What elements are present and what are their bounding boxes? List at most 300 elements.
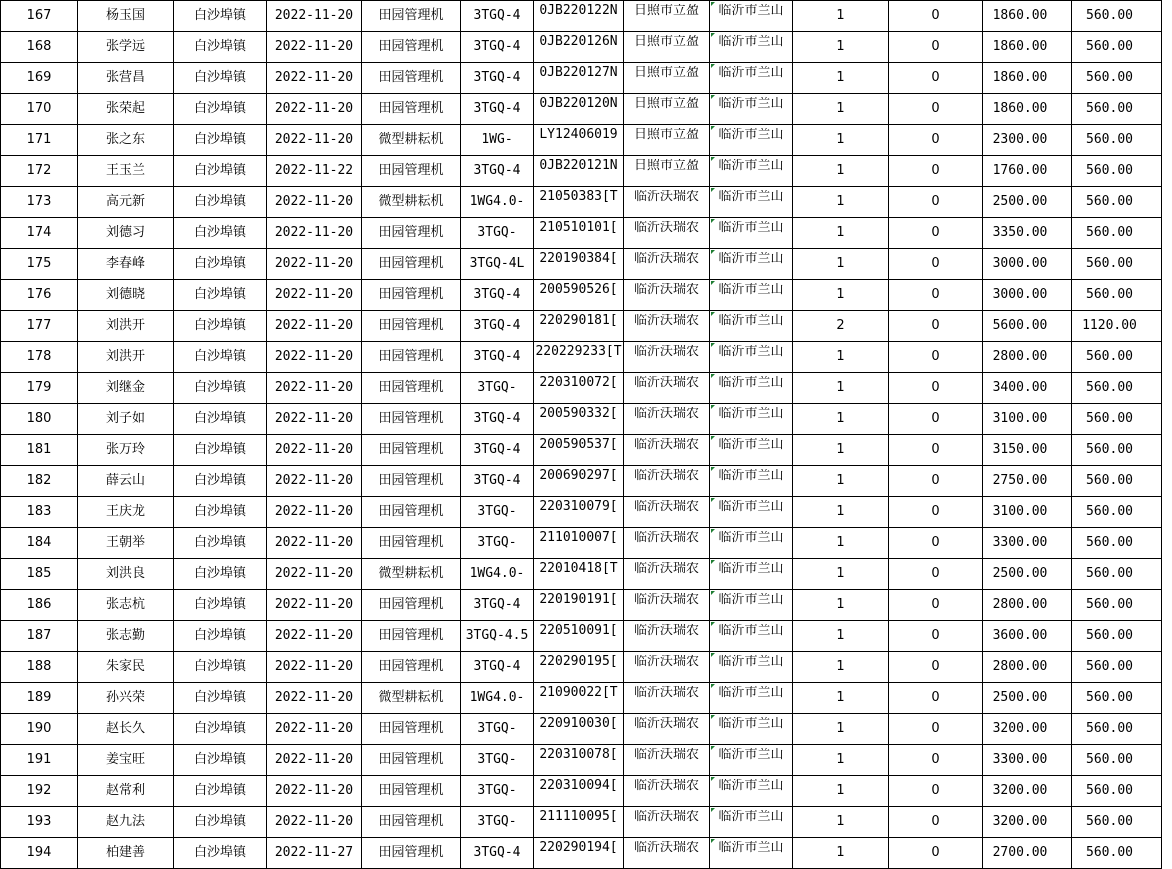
- date-cell[interactable]: 2022-11-20: [267, 590, 362, 621]
- date-cell[interactable]: 2022-11-20: [267, 249, 362, 280]
- subsidy-cell[interactable]: 560.00: [1072, 838, 1162, 869]
- count-cell[interactable]: 0: [889, 745, 983, 776]
- manufacturer-cell[interactable]: 临沂沃瑞农: [624, 218, 710, 249]
- row-number-cell[interactable]: 174: [1, 218, 78, 249]
- machine-type-cell[interactable]: 田园管理机: [362, 218, 461, 249]
- name-cell[interactable]: 李春峰: [78, 249, 174, 280]
- price-cell[interactable]: 1860.00: [983, 32, 1072, 63]
- model-cell[interactable]: 3TGQ-: [461, 373, 534, 404]
- date-cell[interactable]: 2022-11-20: [267, 683, 362, 714]
- count-cell[interactable]: 0: [889, 807, 983, 838]
- model-cell[interactable]: 3TGQ-: [461, 745, 534, 776]
- serial-cell[interactable]: 220190384[: [534, 249, 624, 280]
- row-number-cell[interactable]: 194: [1, 838, 78, 869]
- quantity-cell[interactable]: 1: [793, 63, 889, 94]
- dealer-cell[interactable]: 临沂市兰山: [710, 590, 793, 621]
- serial-cell[interactable]: 0JB220122N: [534, 1, 624, 32]
- dealer-cell[interactable]: 临沂市兰山: [710, 652, 793, 683]
- name-cell[interactable]: 张荣起: [78, 94, 174, 125]
- model-cell[interactable]: 3TGQ-: [461, 497, 534, 528]
- machine-type-cell[interactable]: 田园管理机: [362, 714, 461, 745]
- name-cell[interactable]: 高元新: [78, 187, 174, 218]
- name-cell[interactable]: 朱家民: [78, 652, 174, 683]
- price-cell[interactable]: 3200.00: [983, 776, 1072, 807]
- price-cell[interactable]: 3200.00: [983, 714, 1072, 745]
- price-cell[interactable]: 3300.00: [983, 745, 1072, 776]
- row-number-cell[interactable]: 189: [1, 683, 78, 714]
- subsidy-cell[interactable]: 560.00: [1072, 497, 1162, 528]
- town-cell[interactable]: 白沙埠镇: [174, 559, 267, 590]
- machine-type-cell[interactable]: 田园管理机: [362, 311, 461, 342]
- town-cell[interactable]: 白沙埠镇: [174, 342, 267, 373]
- manufacturer-cell[interactable]: 临沂沃瑞农: [624, 404, 710, 435]
- manufacturer-cell[interactable]: 日照市立盈: [624, 1, 710, 32]
- quantity-cell[interactable]: 1: [793, 94, 889, 125]
- row-number-cell[interactable]: 188: [1, 652, 78, 683]
- model-cell[interactable]: 3TGQ-4: [461, 280, 534, 311]
- manufacturer-cell[interactable]: 临沂沃瑞农: [624, 652, 710, 683]
- manufacturer-cell[interactable]: 临沂沃瑞农: [624, 559, 710, 590]
- manufacturer-cell[interactable]: 临沂沃瑞农: [624, 311, 710, 342]
- manufacturer-cell[interactable]: 临沂沃瑞农: [624, 342, 710, 373]
- serial-cell[interactable]: 21050383[T: [534, 187, 624, 218]
- price-cell[interactable]: 3150.00: [983, 435, 1072, 466]
- count-cell[interactable]: 0: [889, 683, 983, 714]
- model-cell[interactable]: 3TGQ-4: [461, 838, 534, 869]
- serial-cell[interactable]: 22010418[T: [534, 559, 624, 590]
- dealer-cell[interactable]: 临沂市兰山: [710, 497, 793, 528]
- town-cell[interactable]: 白沙埠镇: [174, 373, 267, 404]
- row-number-cell[interactable]: 177: [1, 311, 78, 342]
- dealer-cell[interactable]: 临沂市兰山: [710, 249, 793, 280]
- dealer-cell[interactable]: 临沂市兰山: [710, 528, 793, 559]
- date-cell[interactable]: 2022-11-20: [267, 559, 362, 590]
- model-cell[interactable]: 3TGQ-4: [461, 311, 534, 342]
- date-cell[interactable]: 2022-11-20: [267, 714, 362, 745]
- price-cell[interactable]: 2800.00: [983, 652, 1072, 683]
- date-cell[interactable]: 2022-11-20: [267, 652, 362, 683]
- dealer-cell[interactable]: 临沂市兰山: [710, 311, 793, 342]
- price-cell[interactable]: 1860.00: [983, 94, 1072, 125]
- name-cell[interactable]: 赵常利: [78, 776, 174, 807]
- name-cell[interactable]: 刘洪良: [78, 559, 174, 590]
- subsidy-cell[interactable]: 560.00: [1072, 528, 1162, 559]
- name-cell[interactable]: 张志杭: [78, 590, 174, 621]
- date-cell[interactable]: 2022-11-20: [267, 807, 362, 838]
- town-cell[interactable]: 白沙埠镇: [174, 94, 267, 125]
- manufacturer-cell[interactable]: 日照市立盈: [624, 125, 710, 156]
- machine-type-cell[interactable]: 田园管理机: [362, 807, 461, 838]
- manufacturer-cell[interactable]: 日照市立盈: [624, 94, 710, 125]
- dealer-cell[interactable]: 临沂市兰山: [710, 838, 793, 869]
- model-cell[interactable]: 3TGQ-4: [461, 94, 534, 125]
- dealer-cell[interactable]: 临沂市兰山: [710, 125, 793, 156]
- quantity-cell[interactable]: 1: [793, 621, 889, 652]
- count-cell[interactable]: 0: [889, 373, 983, 404]
- manufacturer-cell[interactable]: 临沂沃瑞农: [624, 714, 710, 745]
- quantity-cell[interactable]: 1: [793, 280, 889, 311]
- machine-type-cell[interactable]: 田园管理机: [362, 528, 461, 559]
- machine-type-cell[interactable]: 田园管理机: [362, 63, 461, 94]
- count-cell[interactable]: 0: [889, 125, 983, 156]
- manufacturer-cell[interactable]: 临沂沃瑞农: [624, 621, 710, 652]
- serial-cell[interactable]: 210510101[: [534, 218, 624, 249]
- serial-cell[interactable]: 220310078[: [534, 745, 624, 776]
- quantity-cell[interactable]: 1: [793, 838, 889, 869]
- town-cell[interactable]: 白沙埠镇: [174, 714, 267, 745]
- model-cell[interactable]: 3TGQ-: [461, 528, 534, 559]
- price-cell[interactable]: 2800.00: [983, 342, 1072, 373]
- date-cell[interactable]: 2022-11-20: [267, 373, 362, 404]
- price-cell[interactable]: 2500.00: [983, 559, 1072, 590]
- town-cell[interactable]: 白沙埠镇: [174, 32, 267, 63]
- dealer-cell[interactable]: 临沂市兰山: [710, 745, 793, 776]
- count-cell[interactable]: 0: [889, 621, 983, 652]
- date-cell[interactable]: 2022-11-20: [267, 63, 362, 94]
- machine-type-cell[interactable]: 田园管理机: [362, 621, 461, 652]
- machine-type-cell[interactable]: 田园管理机: [362, 435, 461, 466]
- subsidy-cell[interactable]: 560.00: [1072, 187, 1162, 218]
- town-cell[interactable]: 白沙埠镇: [174, 838, 267, 869]
- subsidy-cell[interactable]: 560.00: [1072, 218, 1162, 249]
- model-cell[interactable]: 1WG4.0-: [461, 683, 534, 714]
- count-cell[interactable]: 0: [889, 714, 983, 745]
- manufacturer-cell[interactable]: 临沂沃瑞农: [624, 435, 710, 466]
- manufacturer-cell[interactable]: 日照市立盈: [624, 32, 710, 63]
- name-cell[interactable]: 张志勤: [78, 621, 174, 652]
- model-cell[interactable]: 1WG4.0-: [461, 187, 534, 218]
- dealer-cell[interactable]: 临沂市兰山: [710, 466, 793, 497]
- name-cell[interactable]: 赵九法: [78, 807, 174, 838]
- town-cell[interactable]: 白沙埠镇: [174, 590, 267, 621]
- dealer-cell[interactable]: 临沂市兰山: [710, 218, 793, 249]
- count-cell[interactable]: 0: [889, 404, 983, 435]
- row-number-cell[interactable]: 179: [1, 373, 78, 404]
- quantity-cell[interactable]: 1: [793, 528, 889, 559]
- row-number-cell[interactable]: 171: [1, 125, 78, 156]
- quantity-cell[interactable]: 1: [793, 373, 889, 404]
- serial-cell[interactable]: 220310094[: [534, 776, 624, 807]
- row-number-cell[interactable]: 190: [1, 714, 78, 745]
- subsidy-cell[interactable]: 560.00: [1072, 745, 1162, 776]
- serial-cell[interactable]: 0JB220127N: [534, 63, 624, 94]
- subsidy-cell[interactable]: 560.00: [1072, 32, 1162, 63]
- name-cell[interactable]: 杨玉国: [78, 1, 174, 32]
- date-cell[interactable]: 2022-11-20: [267, 342, 362, 373]
- dealer-cell[interactable]: 临沂市兰山: [710, 776, 793, 807]
- name-cell[interactable]: 刘洪开: [78, 342, 174, 373]
- serial-cell[interactable]: 0JB220120N: [534, 94, 624, 125]
- count-cell[interactable]: 0: [889, 156, 983, 187]
- model-cell[interactable]: 3TGQ-4: [461, 342, 534, 373]
- quantity-cell[interactable]: 1: [793, 714, 889, 745]
- subsidy-cell[interactable]: 560.00: [1072, 63, 1162, 94]
- manufacturer-cell[interactable]: 临沂沃瑞农: [624, 466, 710, 497]
- row-number-cell[interactable]: 173: [1, 187, 78, 218]
- model-cell[interactable]: 3TGQ-4: [461, 32, 534, 63]
- name-cell[interactable]: 赵长久: [78, 714, 174, 745]
- manufacturer-cell[interactable]: 临沂沃瑞农: [624, 373, 710, 404]
- name-cell[interactable]: 刘德习: [78, 218, 174, 249]
- subsidy-cell[interactable]: 560.00: [1072, 776, 1162, 807]
- name-cell[interactable]: 薛云山: [78, 466, 174, 497]
- subsidy-cell[interactable]: 560.00: [1072, 807, 1162, 838]
- town-cell[interactable]: 白沙埠镇: [174, 652, 267, 683]
- date-cell[interactable]: 2022-11-20: [267, 528, 362, 559]
- machine-type-cell[interactable]: 田园管理机: [362, 1, 461, 32]
- name-cell[interactable]: 刘子如: [78, 404, 174, 435]
- subsidy-cell[interactable]: 560.00: [1072, 249, 1162, 280]
- serial-cell[interactable]: 220310072[: [534, 373, 624, 404]
- quantity-cell[interactable]: 1: [793, 249, 889, 280]
- dealer-cell[interactable]: 临沂市兰山: [710, 1, 793, 32]
- price-cell[interactable]: 5600.00: [983, 311, 1072, 342]
- quantity-cell[interactable]: 1: [793, 466, 889, 497]
- subsidy-cell[interactable]: 1120.00: [1072, 311, 1162, 342]
- machine-type-cell[interactable]: 田园管理机: [362, 652, 461, 683]
- model-cell[interactable]: 3TGQ-4: [461, 156, 534, 187]
- subsidy-cell[interactable]: 560.00: [1072, 94, 1162, 125]
- count-cell[interactable]: 0: [889, 776, 983, 807]
- serial-cell[interactable]: 220510091[: [534, 621, 624, 652]
- town-cell[interactable]: 白沙埠镇: [174, 311, 267, 342]
- serial-cell[interactable]: 200590537[: [534, 435, 624, 466]
- name-cell[interactable]: 柏建善: [78, 838, 174, 869]
- count-cell[interactable]: 0: [889, 466, 983, 497]
- model-cell[interactable]: 3TGQ-: [461, 218, 534, 249]
- name-cell[interactable]: 姜宝旺: [78, 745, 174, 776]
- serial-cell[interactable]: LY12406019: [534, 125, 624, 156]
- machine-type-cell[interactable]: 田园管理机: [362, 32, 461, 63]
- count-cell[interactable]: 0: [889, 1, 983, 32]
- dealer-cell[interactable]: 临沂市兰山: [710, 94, 793, 125]
- price-cell[interactable]: 1860.00: [983, 1, 1072, 32]
- date-cell[interactable]: 2022-11-27: [267, 838, 362, 869]
- count-cell[interactable]: 0: [889, 63, 983, 94]
- manufacturer-cell[interactable]: 临沂沃瑞农: [624, 683, 710, 714]
- town-cell[interactable]: 白沙埠镇: [174, 807, 267, 838]
- name-cell[interactable]: 张万玲: [78, 435, 174, 466]
- subsidy-cell[interactable]: 560.00: [1072, 621, 1162, 652]
- serial-cell[interactable]: 220290195[: [534, 652, 624, 683]
- model-cell[interactable]: 3TGQ-4.5: [461, 621, 534, 652]
- serial-cell[interactable]: 220229233[T: [534, 342, 624, 373]
- date-cell[interactable]: 2022-11-20: [267, 745, 362, 776]
- price-cell[interactable]: 3100.00: [983, 404, 1072, 435]
- row-number-cell[interactable]: 170: [1, 94, 78, 125]
- quantity-cell[interactable]: 2: [793, 311, 889, 342]
- machine-type-cell[interactable]: 田园管理机: [362, 342, 461, 373]
- price-cell[interactable]: 1860.00: [983, 63, 1072, 94]
- dealer-cell[interactable]: 临沂市兰山: [710, 404, 793, 435]
- row-number-cell[interactable]: 168: [1, 32, 78, 63]
- price-cell[interactable]: 3300.00: [983, 528, 1072, 559]
- manufacturer-cell[interactable]: 临沂沃瑞农: [624, 280, 710, 311]
- count-cell[interactable]: 0: [889, 249, 983, 280]
- model-cell[interactable]: 1WG-: [461, 125, 534, 156]
- manufacturer-cell[interactable]: 临沂沃瑞农: [624, 807, 710, 838]
- manufacturer-cell[interactable]: 临沂沃瑞农: [624, 249, 710, 280]
- date-cell[interactable]: 2022-11-20: [267, 776, 362, 807]
- serial-cell[interactable]: 200690297[: [534, 466, 624, 497]
- quantity-cell[interactable]: 1: [793, 745, 889, 776]
- machine-type-cell[interactable]: 田园管理机: [362, 838, 461, 869]
- row-number-cell[interactable]: 193: [1, 807, 78, 838]
- serial-cell[interactable]: 220290194[: [534, 838, 624, 869]
- name-cell[interactable]: 张之东: [78, 125, 174, 156]
- model-cell[interactable]: 3TGQ-: [461, 776, 534, 807]
- dealer-cell[interactable]: 临沂市兰山: [710, 32, 793, 63]
- quantity-cell[interactable]: 1: [793, 156, 889, 187]
- price-cell[interactable]: 2500.00: [983, 683, 1072, 714]
- town-cell[interactable]: 白沙埠镇: [174, 528, 267, 559]
- date-cell[interactable]: 2022-11-20: [267, 94, 362, 125]
- town-cell[interactable]: 白沙埠镇: [174, 125, 267, 156]
- quantity-cell[interactable]: 1: [793, 807, 889, 838]
- model-cell[interactable]: 3TGQ-4: [461, 590, 534, 621]
- price-cell[interactable]: 2750.00: [983, 466, 1072, 497]
- row-number-cell[interactable]: 169: [1, 63, 78, 94]
- quantity-cell[interactable]: 1: [793, 187, 889, 218]
- machine-type-cell[interactable]: 田园管理机: [362, 280, 461, 311]
- date-cell[interactable]: 2022-11-20: [267, 311, 362, 342]
- name-cell[interactable]: 张学远: [78, 32, 174, 63]
- town-cell[interactable]: 白沙埠镇: [174, 745, 267, 776]
- row-number-cell[interactable]: 176: [1, 280, 78, 311]
- quantity-cell[interactable]: 1: [793, 1, 889, 32]
- serial-cell[interactable]: 0JB220126N: [534, 32, 624, 63]
- date-cell[interactable]: 2022-11-20: [267, 187, 362, 218]
- subsidy-cell[interactable]: 560.00: [1072, 125, 1162, 156]
- dealer-cell[interactable]: 临沂市兰山: [710, 63, 793, 94]
- count-cell[interactable]: 0: [889, 838, 983, 869]
- machine-type-cell[interactable]: 田园管理机: [362, 373, 461, 404]
- row-number-cell[interactable]: 191: [1, 745, 78, 776]
- serial-cell[interactable]: 220190191[: [534, 590, 624, 621]
- dealer-cell[interactable]: 临沂市兰山: [710, 621, 793, 652]
- machine-type-cell[interactable]: 田园管理机: [362, 497, 461, 528]
- row-number-cell[interactable]: 183: [1, 497, 78, 528]
- date-cell[interactable]: 2022-11-20: [267, 435, 362, 466]
- machine-type-cell[interactable]: 田园管理机: [362, 745, 461, 776]
- quantity-cell[interactable]: 1: [793, 683, 889, 714]
- price-cell[interactable]: 2500.00: [983, 187, 1072, 218]
- quantity-cell[interactable]: 1: [793, 559, 889, 590]
- serial-cell[interactable]: 220290181[: [534, 311, 624, 342]
- price-cell[interactable]: 3000.00: [983, 280, 1072, 311]
- subsidy-cell[interactable]: 560.00: [1072, 559, 1162, 590]
- model-cell[interactable]: 3TGQ-4L: [461, 249, 534, 280]
- price-cell[interactable]: 3200.00: [983, 807, 1072, 838]
- subsidy-cell[interactable]: 560.00: [1072, 590, 1162, 621]
- quantity-cell[interactable]: 1: [793, 497, 889, 528]
- name-cell[interactable]: 刘洪开: [78, 311, 174, 342]
- row-number-cell[interactable]: 181: [1, 435, 78, 466]
- serial-cell[interactable]: 200590526[: [534, 280, 624, 311]
- subsidy-cell[interactable]: 560.00: [1072, 683, 1162, 714]
- date-cell[interactable]: 2022-11-20: [267, 125, 362, 156]
- price-cell[interactable]: 2800.00: [983, 590, 1072, 621]
- row-number-cell[interactable]: 186: [1, 590, 78, 621]
- quantity-cell[interactable]: 1: [793, 125, 889, 156]
- machine-type-cell[interactable]: 田园管理机: [362, 776, 461, 807]
- dealer-cell[interactable]: 临沂市兰山: [710, 187, 793, 218]
- subsidy-cell[interactable]: 560.00: [1072, 435, 1162, 466]
- dealer-cell[interactable]: 临沂市兰山: [710, 435, 793, 466]
- model-cell[interactable]: 1WG4.0-: [461, 559, 534, 590]
- dealer-cell[interactable]: 临沂市兰山: [710, 373, 793, 404]
- count-cell[interactable]: 0: [889, 652, 983, 683]
- quantity-cell[interactable]: 1: [793, 652, 889, 683]
- machine-type-cell[interactable]: 田园管理机: [362, 249, 461, 280]
- machine-type-cell[interactable]: 微型耕耘机: [362, 187, 461, 218]
- machine-type-cell[interactable]: 田园管理机: [362, 590, 461, 621]
- price-cell[interactable]: 3100.00: [983, 497, 1072, 528]
- row-number-cell[interactable]: 172: [1, 156, 78, 187]
- date-cell[interactable]: 2022-11-20: [267, 466, 362, 497]
- count-cell[interactable]: 0: [889, 218, 983, 249]
- count-cell[interactable]: 0: [889, 187, 983, 218]
- row-number-cell[interactable]: 182: [1, 466, 78, 497]
- manufacturer-cell[interactable]: 临沂沃瑞农: [624, 838, 710, 869]
- serial-cell[interactable]: 211110095[: [534, 807, 624, 838]
- model-cell[interactable]: 3TGQ-: [461, 714, 534, 745]
- subsidy-cell[interactable]: 560.00: [1072, 652, 1162, 683]
- date-cell[interactable]: 2022-11-20: [267, 218, 362, 249]
- model-cell[interactable]: 3TGQ-4: [461, 466, 534, 497]
- machine-type-cell[interactable]: 微型耕耘机: [362, 683, 461, 714]
- quantity-cell[interactable]: 1: [793, 776, 889, 807]
- date-cell[interactable]: 2022-11-20: [267, 621, 362, 652]
- date-cell[interactable]: 2022-11-22: [267, 156, 362, 187]
- date-cell[interactable]: 2022-11-20: [267, 1, 362, 32]
- name-cell[interactable]: 张营昌: [78, 63, 174, 94]
- subsidy-cell[interactable]: 560.00: [1072, 404, 1162, 435]
- model-cell[interactable]: 3TGQ-4: [461, 1, 534, 32]
- date-cell[interactable]: 2022-11-20: [267, 32, 362, 63]
- town-cell[interactable]: 白沙埠镇: [174, 776, 267, 807]
- quantity-cell[interactable]: 1: [793, 32, 889, 63]
- name-cell[interactable]: 孙兴荣: [78, 683, 174, 714]
- manufacturer-cell[interactable]: 临沂沃瑞农: [624, 745, 710, 776]
- price-cell[interactable]: 2300.00: [983, 125, 1072, 156]
- price-cell[interactable]: 3350.00: [983, 218, 1072, 249]
- manufacturer-cell[interactable]: 临沂沃瑞农: [624, 590, 710, 621]
- row-number-cell[interactable]: 167: [1, 1, 78, 32]
- date-cell[interactable]: 2022-11-20: [267, 497, 362, 528]
- subsidy-cell[interactable]: 560.00: [1072, 280, 1162, 311]
- machine-type-cell[interactable]: 田园管理机: [362, 94, 461, 125]
- count-cell[interactable]: 0: [889, 342, 983, 373]
- row-number-cell[interactable]: 192: [1, 776, 78, 807]
- dealer-cell[interactable]: 临沂市兰山: [710, 156, 793, 187]
- serial-cell[interactable]: 220910030[: [534, 714, 624, 745]
- town-cell[interactable]: 白沙埠镇: [174, 404, 267, 435]
- quantity-cell[interactable]: 1: [793, 404, 889, 435]
- subsidy-cell[interactable]: 560.00: [1072, 1, 1162, 32]
- row-number-cell[interactable]: 185: [1, 559, 78, 590]
- quantity-cell[interactable]: 1: [793, 590, 889, 621]
- row-number-cell[interactable]: 184: [1, 528, 78, 559]
- town-cell[interactable]: 白沙埠镇: [174, 63, 267, 94]
- row-number-cell[interactable]: 175: [1, 249, 78, 280]
- model-cell[interactable]: 3TGQ-4: [461, 435, 534, 466]
- count-cell[interactable]: 0: [889, 280, 983, 311]
- dealer-cell[interactable]: 临沂市兰山: [710, 683, 793, 714]
- model-cell[interactable]: 3TGQ-4: [461, 652, 534, 683]
- row-number-cell[interactable]: 180: [1, 404, 78, 435]
- manufacturer-cell[interactable]: 日照市立盈: [624, 156, 710, 187]
